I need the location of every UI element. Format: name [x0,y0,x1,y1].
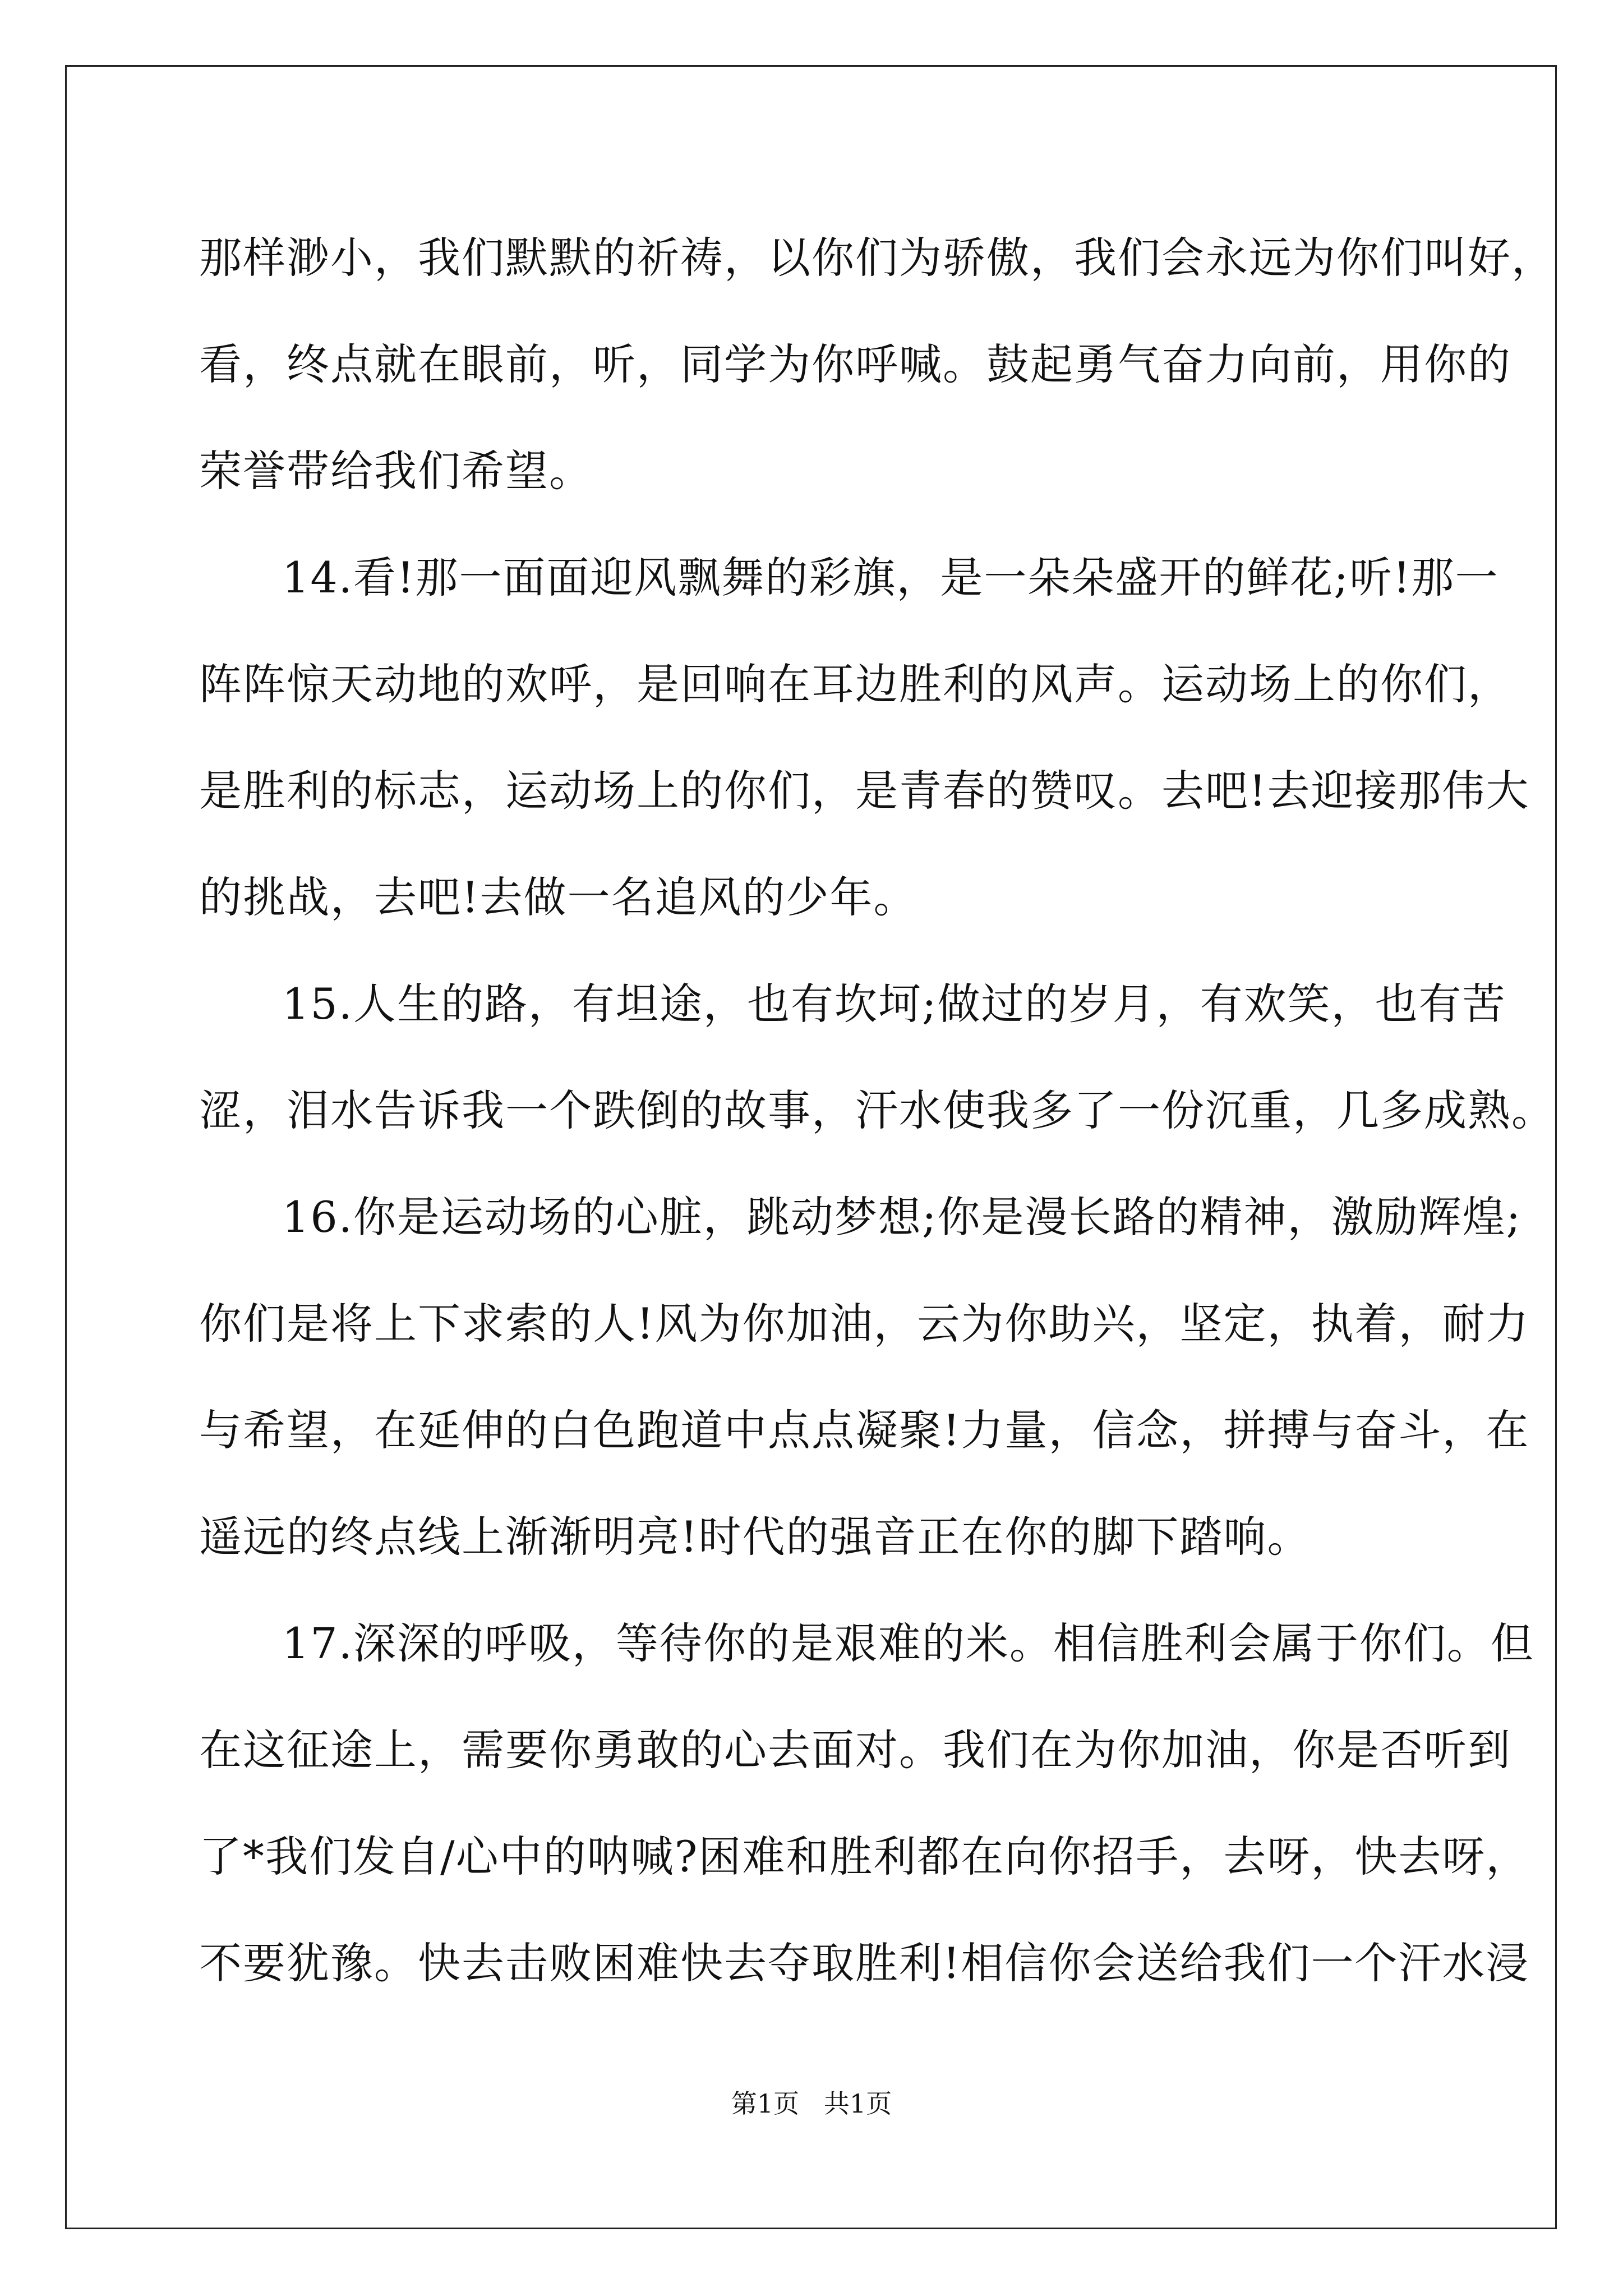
text-line: 不要犹豫。快去击败困难快去夺取胜利!相信你会送给我们一个汗水浸 [199,1938,1530,1988]
text-line: 与希望，在延伸的白色跑道中点点凝聚!力量，信念，拼搏与奋斗，在 [199,1405,1530,1455]
text-line: 是胜利的标志，运动场上的你们，是青春的赞叹。去吧!去迎接那伟大 [199,766,1530,816]
text-line: 的挑战，去吧!去做一名追风的少年。 [199,872,917,922]
text-line: 在这征途上，需要你勇敢的心去面对。我们在为你加油，你是否听到 [199,1725,1511,1775]
paragraph-start-line: 15.人生的路，有坦途，也有坎坷;做过的岁月，有欢笑，也有苦 [282,979,1506,1029]
paragraph-start-line: 17.深深的呼吸，等待你的是艰难的米。相信胜利会属于你们。但 [282,1618,1534,1668]
text-line: 那样渺小，我们默默的祈祷，以你们为骄傲，我们会永远为你们叫好， [199,233,1555,283]
text-line: 涩，泪水告诉我一个跌倒的故事，汗水使我多了一份沉重，几多成熟。 [199,1085,1555,1135]
text-line: 阵阵惊天动地的欢呼，是回响在耳边胜利的风声。运动场上的你们， [199,659,1511,709]
text-line: 你们是将上下求索的人!风为你加油，云为你助兴，坚定，执着，耐力 [199,1299,1530,1349]
text-line: 荣誉带给我们希望。 [199,446,593,496]
page-number: 第1页 共1页 [731,2088,892,2119]
text-line: 了*我们发自/心中的呐喊?困难和胜利都在向你招手，去呀，快去呀， [199,1832,1530,1881]
paragraph-start-line: 16.你是运动场的心脏，跳动梦想;你是漫长路的精神，激励辉煌; [282,1192,1522,1242]
text-line: 看，终点就在眼前，听，同学为你呼喊。鼓起勇气奋力向前，用你的 [199,339,1511,389]
paragraph-start-line: 14.看!那一面面迎风飘舞的彩旗，是一朵朵盛开的鲜花;听!那一 [282,553,1499,602]
text-line: 遥远的终点线上渐渐明亮!时代的强音正在你的脚下踏响。 [199,1512,1311,1562]
document-body [199,216,1555,2028]
